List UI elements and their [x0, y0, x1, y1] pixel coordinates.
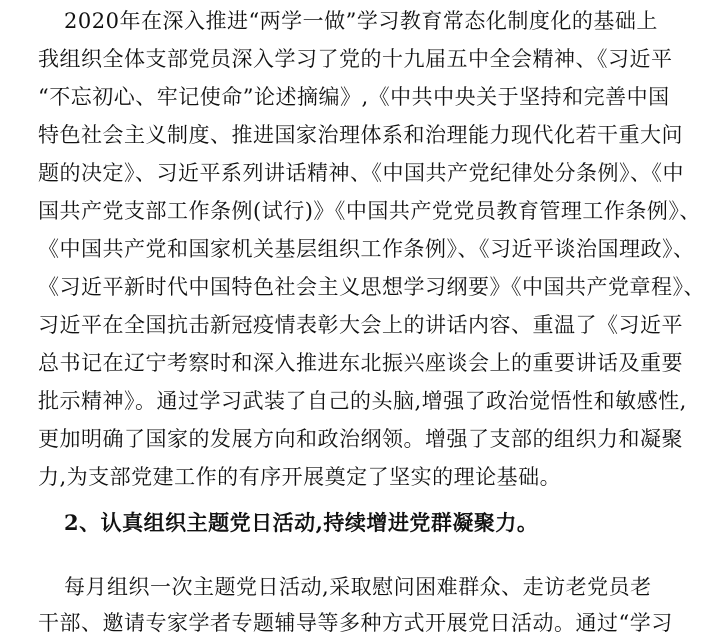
- paragraph-2-line-1: 每月组织一次主题党日活动,采取慰问困难群众、走访老党员老: [64, 575, 652, 599]
- paragraph-1-line-5: 题的决定》、习近平系列讲话精神、《中国共产党纪律处分条例》、《中: [38, 161, 684, 185]
- paragraph-1-line-8: 《习近平新时代中国特色社会主义思想学习纲要》《中国共产党章程》、: [38, 275, 705, 299]
- paragraph-1-line-2: 我组织全体支部党员深入学习了党的十九届五中全会精神、《习近平: [38, 47, 673, 71]
- paragraph-1-line-3: “不忘初心、牢记使命”论述摘编》,《中共中央关于坚持和完善中国: [38, 85, 670, 109]
- paragraph-1-line-4: 特色社会主义制度、推进国家治理体系和治理能力现代化若干重大问: [38, 123, 683, 147]
- paragraph-1-line-13: 力,为支部党建工作的有序开展奠定了坚实的理论基础。: [38, 465, 562, 489]
- paragraph-1-line-11: 批示精神》。通过学习武装了自己的头脑,增强了政治觉悟性和敏感性,: [38, 389, 687, 413]
- paragraph-2-line-2: 干部、邀请专家学者专题辅导等多种方式开展党日活动。通过“学习: [38, 611, 673, 635]
- paragraph-1-line-9: 习近平在全国抗击新冠疫情表彰大会上的讲话内容、重温了《习近平: [38, 313, 683, 337]
- paragraph-1-line-6: 国共产党支部工作条例(试行)》《中国共产党党员教育管理工作条例》、: [38, 199, 701, 223]
- paragraph-1-line-7: 《中国共产党和国家机关基层组织工作条例》、《习近平谈治国理政》、: [38, 237, 695, 261]
- section-2-heading: 2、认真组织主题党日活动,持续增进党群凝聚力。: [64, 510, 539, 535]
- paragraph-1-line-1: 2020年在深入推进“两学一做”学习教育常态化制度化的基础上: [64, 9, 658, 33]
- paragraph-1-line-10: 总书记在辽宁考察时和深入推进东北振兴座谈会上的重要讲话及重要: [38, 351, 683, 375]
- paragraph-1-line-12: 更加明确了国家的发展方向和政治纲领。增强了支部的组织力和凝聚: [38, 427, 683, 451]
